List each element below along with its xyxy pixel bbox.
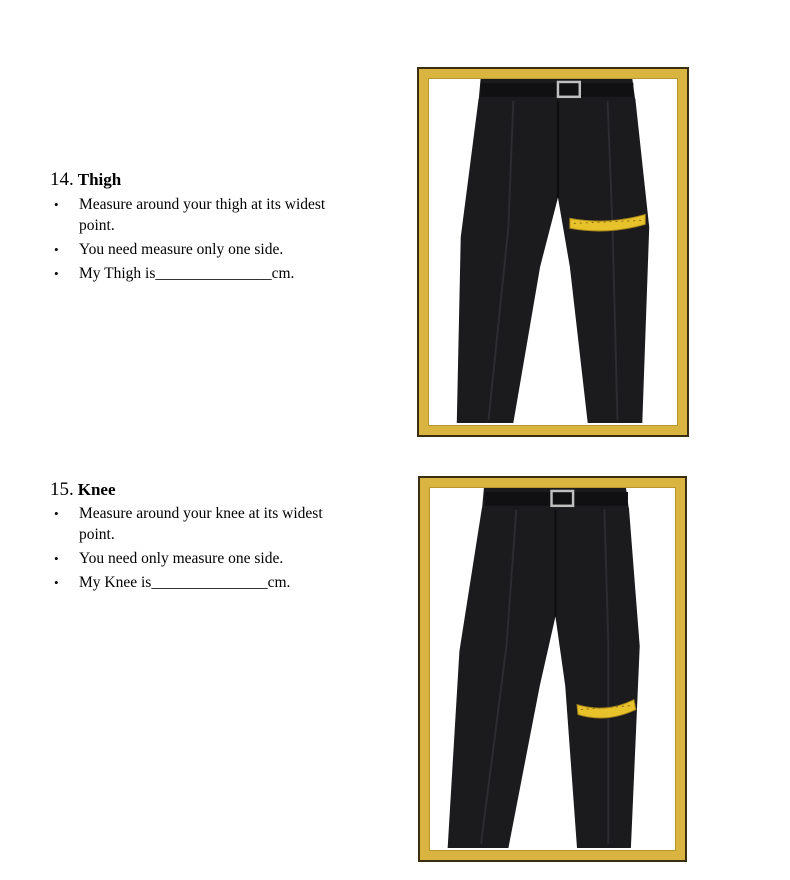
knee-instructions (52, 503, 342, 596)
list-item: • My Knee is_______________cm. (54, 574, 291, 591)
knee-image-frame (418, 476, 687, 862)
thigh-title: Thigh (77, 170, 122, 189)
bullet-icon: • (54, 551, 59, 566)
thigh-instructions (52, 194, 342, 287)
list-item: • Measure around your thigh at its widest point. (54, 196, 326, 234)
knee-heading (50, 480, 116, 500)
list-item: • Measure around your knee at its widest point. (54, 505, 323, 543)
knee-number: 15. (50, 479, 74, 500)
bullet-icon: • (54, 242, 59, 257)
bullet-icon: • (54, 266, 59, 281)
list-item: • You need measure only one side. (54, 241, 284, 258)
list-item: • My Thigh is_______________cm. (54, 265, 295, 282)
thigh-image-frame (417, 67, 689, 437)
knee-title: Knee (77, 480, 116, 499)
thigh-number: 14. (50, 169, 74, 190)
trousers-thigh-measurement-icon (429, 79, 677, 425)
list-item: • You need only measure one side. (54, 550, 284, 567)
bullet-icon: • (54, 506, 59, 521)
thigh-heading (50, 170, 121, 190)
bullet-icon: • (54, 575, 59, 590)
trousers-knee-measurement-icon (430, 488, 675, 850)
bullet-icon: • (54, 197, 59, 212)
